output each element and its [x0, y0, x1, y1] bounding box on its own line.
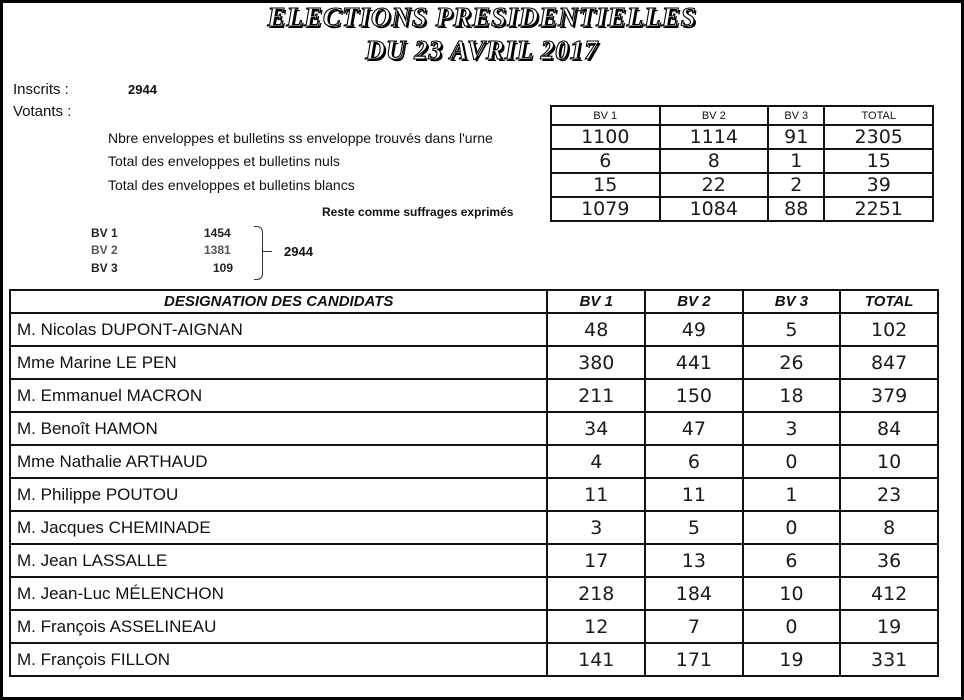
document-title: ELECTIONS PRESIDENTIELLES — [267, 2, 697, 32]
vote-cell: 5 — [645, 511, 743, 544]
summary-header-bv1: BV 1 — [551, 106, 660, 125]
header-designation: DESIGNATION DES CANDIDATS — [10, 290, 547, 313]
summary-cell: 1079 — [551, 197, 660, 221]
vote-cell: 141 — [547, 643, 645, 676]
vote-cell: 26 — [743, 346, 841, 379]
vote-cell: 48 — [547, 313, 645, 346]
document-subtitle: DU 23 AVRIL 2017 — [365, 35, 599, 65]
vote-cell: 0 — [743, 445, 841, 478]
vote-cell: 0 — [743, 610, 841, 643]
summary-cell: 15 — [551, 173, 660, 197]
table-row — [10, 544, 938, 577]
bv3-inscrits: 109 — [213, 261, 234, 275]
summary-cell: 2 — [768, 173, 824, 197]
summary-row-label-exprimes: Reste comme suffrages exprimés — [322, 205, 514, 219]
candidates-table — [9, 289, 939, 677]
summary-cell: 2251 — [824, 197, 933, 221]
summary-cell: 39 — [824, 173, 933, 197]
table-row — [10, 478, 938, 511]
header-bv1: BV 1 — [547, 290, 645, 313]
header-total: TOTAL — [840, 290, 938, 313]
summary-cell: 1114 — [660, 125, 769, 149]
summary-cell: 88 — [768, 197, 824, 221]
vote-cell: 10 — [840, 445, 938, 478]
vote-cell: 211 — [547, 379, 645, 412]
vote-cell: 6 — [645, 445, 743, 478]
vote-cell: 5 — [743, 313, 841, 346]
vote-cell: 19 — [743, 643, 841, 676]
vote-cell: 3 — [547, 511, 645, 544]
vote-cell: 6 — [743, 544, 841, 577]
table-row — [10, 313, 938, 346]
summary-row-label-urne: Nbre enveloppes et bulletins ss enveloppe trouvés dans l'urne — [108, 130, 493, 146]
summary-cell: 15 — [824, 149, 933, 173]
vote-cell: 380 — [547, 346, 645, 379]
header-bv2: BV 2 — [645, 290, 743, 313]
summary-cell: 8 — [660, 149, 769, 173]
candidates-header-row — [10, 290, 938, 313]
summary-header-row — [551, 106, 933, 125]
vote-cell: 13 — [645, 544, 743, 577]
vote-cell: 36 — [840, 544, 938, 577]
table-row — [10, 346, 938, 379]
summary-cell: 1 — [768, 149, 824, 173]
inscrits-value: 2944 — [128, 82, 157, 97]
summary-cell: 1100 — [551, 125, 660, 149]
summary-row — [551, 125, 933, 149]
vote-cell: 47 — [645, 412, 743, 445]
vote-cell: 847 — [840, 346, 938, 379]
candidate-name: M. François ASSELINEAU — [10, 610, 547, 643]
vote-cell: 331 — [840, 643, 938, 676]
table-row — [10, 643, 938, 676]
vote-cell: 0 — [743, 511, 841, 544]
vote-cell: 8 — [840, 511, 938, 544]
vote-cell: 23 — [840, 478, 938, 511]
candidate-name: M. Nicolas DUPONT-AIGNAN — [10, 313, 547, 346]
vote-cell: 1 — [743, 478, 841, 511]
vote-cell: 150 — [645, 379, 743, 412]
summary-cell: 91 — [768, 125, 824, 149]
table-row — [10, 610, 938, 643]
votants-label: Votants : — [13, 103, 72, 120]
candidate-name: M. Jean LASSALLE — [10, 544, 547, 577]
vote-cell: 49 — [645, 313, 743, 346]
vote-cell: 3 — [743, 412, 841, 445]
summary-header-total: TOTAL — [824, 106, 933, 125]
bv-inscrits-total: 2944 — [284, 244, 313, 259]
header-bv3: BV 3 — [743, 290, 841, 313]
candidate-name: M. Emmanuel MACRON — [10, 379, 547, 412]
vote-cell: 11 — [547, 478, 645, 511]
vote-cell: 17 — [547, 544, 645, 577]
table-row — [10, 577, 938, 610]
vote-cell: 18 — [743, 379, 841, 412]
vote-cell: 412 — [840, 577, 938, 610]
summary-header-bv2: BV 2 — [660, 106, 769, 125]
inscrits-label: Inscrits : — [13, 81, 69, 98]
vote-cell: 11 — [645, 478, 743, 511]
summary-table — [550, 105, 934, 222]
vote-cell: 12 — [547, 610, 645, 643]
bv3-label: BV 3 — [91, 261, 118, 275]
summary-cell: 1084 — [660, 197, 769, 221]
bv1-inscrits: 1454 — [204, 226, 231, 240]
bv2-inscrits: 1381 — [204, 243, 231, 257]
vote-cell: 19 — [840, 610, 938, 643]
vote-cell: 34 — [547, 412, 645, 445]
candidate-name: M. François FILLON — [10, 643, 547, 676]
vote-cell: 7 — [645, 610, 743, 643]
bv1-label: BV 1 — [91, 226, 118, 240]
vote-cell: 218 — [547, 577, 645, 610]
candidate-name: M. Benoît HAMON — [10, 412, 547, 445]
summary-cell: 2305 — [824, 125, 933, 149]
vote-cell: 379 — [840, 379, 938, 412]
summary-cell: 22 — [660, 173, 769, 197]
vote-cell: 84 — [840, 412, 938, 445]
vote-cell: 102 — [840, 313, 938, 346]
candidate-name: M. Jean-Luc MÉLENCHON — [10, 577, 547, 610]
summary-row — [551, 149, 933, 173]
vote-cell: 184 — [645, 577, 743, 610]
summary-cell: 6 — [551, 149, 660, 173]
summary-row — [551, 173, 933, 197]
summary-row — [551, 197, 933, 221]
vote-cell: 441 — [645, 346, 743, 379]
bracket-symbol — [254, 226, 263, 280]
vote-cell: 10 — [743, 577, 841, 610]
summary-header-bv3: BV 3 — [768, 106, 824, 125]
candidate-name: M. Philippe POUTOU — [10, 478, 547, 511]
vote-cell: 171 — [645, 643, 743, 676]
candidate-name: Mme Marine LE PEN — [10, 346, 547, 379]
summary-row-label-nuls: Total des enveloppes et bulletins nuls — [108, 153, 340, 169]
bv2-label: BV 2 — [91, 243, 118, 257]
table-row — [10, 412, 938, 445]
table-row — [10, 511, 938, 544]
table-row — [10, 445, 938, 478]
candidate-name: Mme Nathalie ARTHAUD — [10, 445, 547, 478]
candidate-name: M. Jacques CHEMINADE — [10, 511, 547, 544]
summary-row-label-blancs: Total des enveloppes et bulletins blancs — [108, 177, 355, 193]
table-row — [10, 379, 938, 412]
vote-cell: 4 — [547, 445, 645, 478]
